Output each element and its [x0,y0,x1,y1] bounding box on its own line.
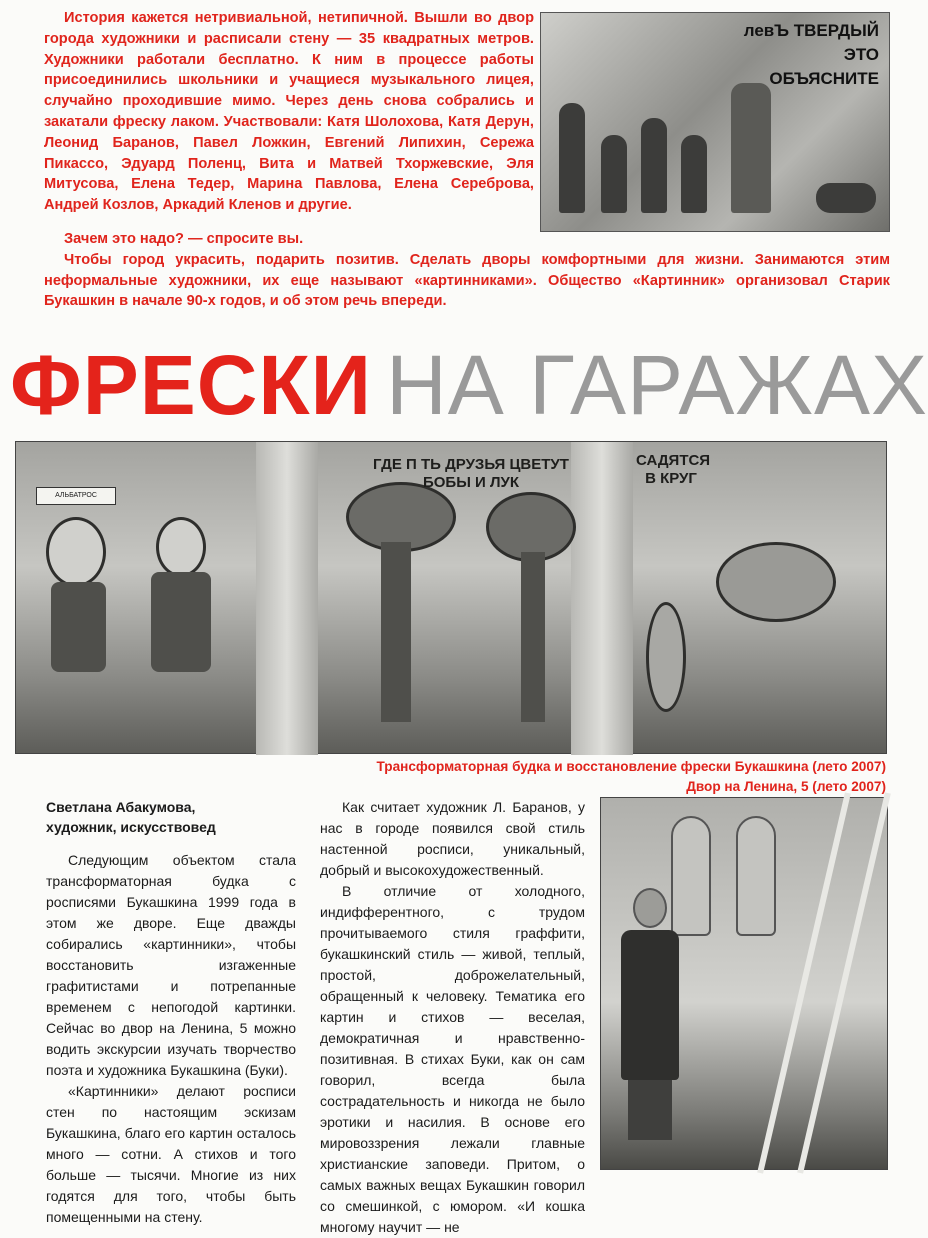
painted-boy-body [151,572,211,672]
artist-body [621,930,679,1080]
mural-wall-text-line: ОБЪЯСНИТЕ [769,69,879,88]
author-role: художник, искусствовед [46,819,216,835]
headline-red: ФРЕСКИ [10,338,373,432]
mural-wall-text-line: ЭТО [843,45,879,64]
mural-wall-text-line: левЪ ТВЕРДЫЙ [743,21,879,40]
pillar [256,442,318,755]
mural-figure [559,103,585,213]
artist-head [633,888,667,928]
artist-figure [621,888,679,1148]
intro-text-2: Зачем это надо? — спросите вы. [64,231,304,247]
albatross-sign [36,487,116,505]
wall-text-center: ГДЕ П ТЬ ДРУЗЬЯ ЦВЕТУТ БОБЫ И ЛУК [373,456,569,491]
column2-paragraph-1: Как считает художник Л. Баранов, у нас в городе появился свой стиль настенной росписи, уникальный, добрый и высокохудожественный. [320,799,585,878]
mural-figure [731,83,771,213]
painted-tree-trunk [521,552,545,722]
author-name: Светлана Абакумова, [46,799,196,815]
intro-text-3: Чтобы город украсить, подарить позитив. Сделать дворы комфортными для жизни. Занимаются этим неформальные художники, их еще называют «картинниками». Общество «Картинник» организовал Старик Букашкин в начале 90-х годов, и об этом речь впереди. [44,251,890,310]
painted-boy-head [156,517,206,577]
mural-figure [681,135,707,213]
painted-girl-body [51,582,106,672]
artist-photo [600,797,888,1170]
mural-photo-top [540,12,890,232]
mural-animal [816,183,876,213]
caption-line-2: Двор на Ленина, 5 (лето 2007) [686,778,886,794]
ladder-rail [797,792,891,1173]
caption-line-1: Трансформаторная будка и восстановление фрески Букашкина (лето 2007) [376,759,886,774]
intro-paragraph [44,8,534,216]
painted-hare [646,602,686,712]
photo-caption [377,757,886,796]
albatross-sign-text: АЛЬБАТРОС [55,492,97,499]
painted-horse [716,542,836,622]
mural-figure [736,816,776,936]
column1-paragraph-2: «Картинники» делают росписи стен по настоящим эскизам Букашкина, благо его картин осталось много — сотни. А стихов и того больше — тысячи. Многие из них годятся для того, чтобы быть помещенными на стену. [46,1083,296,1225]
mural-panorama-photo [15,441,887,754]
painted-tree-trunk [381,542,411,722]
mural-figure [601,135,627,213]
intro-text-1: История кажется нетривиальной, нетипичной. Вышли во двор города художники и расписали стену — 35 квадратных метров. Художники работали бесплатно. К ним в процессе работы присоединились школьники и учащиеся музыкального лицея, случайно проходившие мимо. Через день снова собрались и закатали фреску лаком. Участвовали: Катя Шолохова, Катя Дерун, Леонид Баранов, Павел Ложкин, Евгений Липихин, Сережа Пикассо, Эдуард Поленц, Вита и Матвей Тхоржевские, Эля Митусова, Елена Тедер, Марина Павлова, Елена Сереброва, Андрей Козлов, Аркадий Кленов и другие. [44,10,534,214]
column2-paragraph-2: В отличие от холодного, индифферентного, с трудом прочитываемого стиля граффити, букашкинский стиль — живой, теплый, простой, доброжелательный, обращенный к человеку. Тематика его картин и стихов — веселая, демократичная и нравственно-позитивная. В стихах Буки, как он сам говорил, всегда была сострадательность и никогда не было эротики и насилия. В основе его мировоззрения лежали главные христианские заповеди. Притом, о самых важных вещах Букашкин говорил со смешинкой, с юмором. «И кошка многому научит — не [320,883,585,1235]
author-byline [46,797,296,837]
article-column-2 [320,797,585,1238]
mural-wall-text [744,19,879,91]
mural-figure [641,118,667,213]
article-headline [10,330,928,440]
artist-legs [628,1080,672,1140]
wall-text-right: САДЯТСЯ В КРУГ [636,452,711,487]
headline-gray: НА ГАРАЖАХ [386,338,928,432]
painted-girl-head [46,517,106,587]
article-column-1 [46,850,296,1228]
pillar [571,442,633,755]
column1-paragraph-1: Следующим объектом стала трансформаторная будка с росписями Букашкина 1999 года в этом же дворе. Еще дважды собирались «картинники», чтобы восстановить изгаженные графитистами и потрепанные временем с непогодой картинки. Сейчас во двор на Ленина, 5 можно водить экскурсии изучать творчество поэта и художника Букашкина (Буки). [46,852,296,1078]
intro-continued [44,229,890,312]
